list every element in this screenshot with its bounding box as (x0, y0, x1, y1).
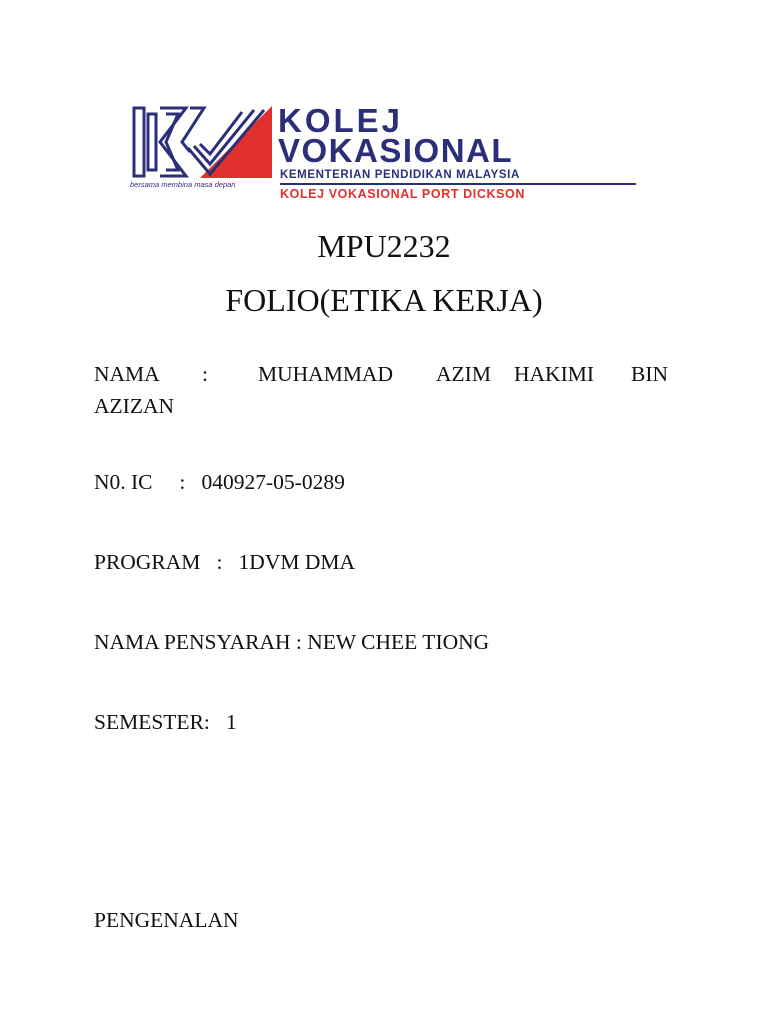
name-label: NAMA (94, 362, 160, 386)
name-value-part1: MUHAMMAD (258, 362, 393, 386)
ic-number-field: N0. IC : 040927-05-0289 (94, 470, 345, 494)
logo-ministry: KEMENTERIAN PENDIDIKAN MALAYSIA (280, 169, 520, 181)
lecturer-field: NAMA PENSYARAH : NEW CHEE TIONG (94, 630, 490, 654)
program-field: PROGRAM : 1DVM DMA (94, 550, 356, 574)
name-value-part3: HAKIMI (514, 362, 595, 386)
kv-logo-mark-icon (130, 104, 272, 180)
logo-word-vokasional: VOKASIONAL (278, 132, 514, 169)
logo-divider (280, 183, 636, 185)
name-field-line2: AZIZAN (94, 394, 175, 418)
name-field-line1 (94, 358, 674, 390)
semester-field: SEMESTER: 1 (94, 710, 237, 734)
name-value-part2: AZIM (436, 362, 491, 386)
name-colon: : (202, 362, 208, 386)
logo-college-name: KOLEJ VOKASIONAL PORT DICKSON (280, 187, 525, 201)
logo-word-kolej: KOLEJ (278, 102, 404, 139)
folio-title: FOLIO(ETIKA KERJA) (225, 282, 543, 318)
logo-tagline: bersama membina masa depan (130, 180, 236, 189)
course-code-title: MPU2232 (317, 228, 451, 264)
college-logo (130, 104, 640, 204)
section-heading-pengenalan: PENGENALAN (94, 908, 239, 932)
name-value-part4: BIN (631, 362, 669, 386)
